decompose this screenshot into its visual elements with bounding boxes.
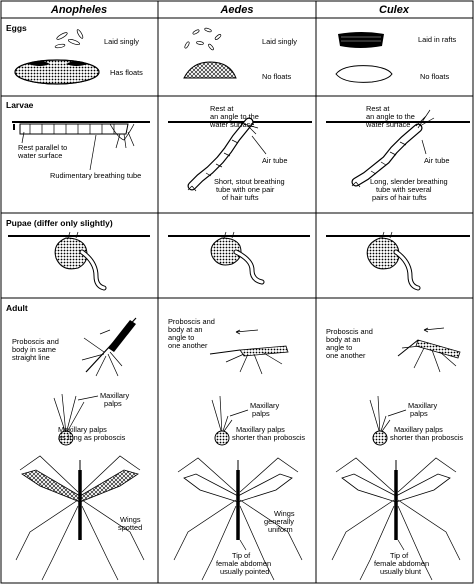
culex-abdomen-line2: female abdomen	[374, 559, 430, 568]
culex-palps-note-line1: Maxillary palps	[394, 425, 443, 434]
aedes-wings-line2: generally	[264, 517, 294, 526]
anopheles-larva-rest-line2: water surface	[18, 151, 63, 160]
culex-abdomen-line1: Tip of	[390, 551, 409, 560]
aedes-larva-rest-line1: Rest at	[210, 104, 234, 113]
anopheles-posture-line3: straight line	[12, 353, 50, 362]
aedes-larva-rest-line2: an angle to the	[210, 112, 259, 121]
aedes-abdomen-line1: Tip of	[232, 551, 251, 560]
culex-egg-laid-text: Laid in rafts	[418, 35, 457, 44]
culex-egg-raft-icon	[338, 32, 384, 48]
aedes-pupa-icon	[168, 232, 310, 282]
culex-palps-icon	[370, 396, 390, 445]
header-anopheles: Anopheles	[50, 4, 108, 16]
anopheles-pupa-icon	[8, 232, 150, 288]
aedes-posture-line4: one another	[168, 341, 208, 350]
aedes-posture-line3: angle to	[168, 333, 195, 342]
aedes-posture-line2: body at an	[168, 325, 203, 334]
aedes-larva-tube-line2: tube with one pair	[216, 185, 275, 194]
anopheles-palps-note-line1: Maxillary palps	[58, 425, 107, 434]
culex-abdomen-pointer	[398, 540, 404, 550]
section-larvae-label: Larvae	[6, 100, 34, 110]
anopheles-wings-line2: spotted	[118, 523, 143, 532]
aedes-larva-rest-line3: water surface	[210, 120, 255, 129]
aedes-palps-note-line2: shorter than proboscis	[232, 433, 306, 442]
culex-posture-line4: one another	[326, 351, 366, 360]
anopheles-larva-rest-line1: Rest parallel to	[18, 143, 68, 152]
culex-airtube-text: Air tube	[424, 156, 450, 165]
culex-airtube-pointer	[422, 140, 426, 154]
aedes-larva-tube-line1: Short, stout breathing	[214, 177, 285, 186]
culex-resting-mosquito-icon	[398, 328, 460, 372]
culex-palps-pointer	[388, 410, 406, 416]
anopheles-single-eggs-icon	[55, 29, 84, 49]
culex-larva-rest-line3: water surface	[366, 120, 411, 129]
aedes-abdomen-pointer	[240, 540, 246, 550]
anopheles-egg-with-floats-icon	[15, 60, 99, 84]
culex-palps-line2: palps	[410, 409, 428, 418]
anopheles-wings-line1: Wings	[120, 515, 141, 524]
culex-palps-note-line2: shorter than proboscis	[390, 433, 464, 442]
anopheles-posture-line1: Proboscis and	[12, 337, 59, 346]
culex-pupa-icon	[326, 232, 470, 288]
header-aedes: Aedes	[220, 4, 254, 16]
section-eggs-label: Eggs	[6, 23, 27, 33]
section-adult-label: Adult	[6, 303, 28, 313]
aedes-wings-line1: Wings	[274, 509, 295, 518]
aedes-abdomen-line3: usually pointed	[220, 567, 270, 576]
aedes-larva-tube-line3: of hair tufts	[222, 193, 259, 202]
anopheles-larva-tube-pointer	[90, 135, 96, 170]
culex-posture-line3: angle to	[326, 343, 353, 352]
culex-posture-line1: Proboscis and	[326, 327, 373, 336]
aedes-abdomen-line2: female abdomen	[216, 559, 272, 568]
section-pupae-label: Pupae (differ only slightly)	[6, 218, 113, 228]
culex-larva-rest-line2: an angle to the	[366, 112, 415, 121]
aedes-single-eggs-icon	[184, 27, 222, 50]
aedes-palps-icon	[212, 396, 232, 445]
anopheles-palps-note-line2: as long as proboscis	[58, 433, 126, 442]
anopheles-egg-laid-text: Laid singly	[104, 37, 139, 46]
aedes-wings-line3: uniform	[268, 525, 293, 534]
culex-larva-tube-line2: tube with several	[376, 185, 432, 194]
culex-egg-icon	[336, 66, 392, 83]
aedes-egg-laid-text: Laid singly	[262, 37, 297, 46]
aedes-posture-line1: Proboscis and	[168, 317, 215, 326]
culex-egg-floats-text: No floats	[420, 72, 450, 81]
aedes-egg-icon	[184, 62, 236, 78]
anopheles-resting-mosquito-icon	[82, 318, 136, 376]
aedes-egg-floats-text: No floats	[262, 72, 292, 81]
anopheles-larva-tube-text: Rudimentary breathing tube	[50, 171, 142, 180]
aedes-palps-line2: palps	[252, 409, 270, 418]
culex-abdomen-line3: usually blunt	[380, 567, 422, 576]
header-culex: Culex	[379, 4, 409, 16]
aedes-airtube-pointer	[252, 136, 266, 154]
anopheles-palps-line1: Maxillary	[100, 391, 130, 400]
aedes-palps-pointer	[230, 410, 248, 416]
culex-posture-line2: body at an	[326, 335, 361, 344]
aedes-palps-note-line1: Maxillary palps	[236, 425, 285, 434]
anopheles-egg-floats-text: Has floats	[110, 68, 143, 77]
aedes-airtube-text: Air tube	[262, 156, 288, 165]
anopheles-posture-line2: body in same	[12, 345, 56, 354]
anopheles-palps-pointer	[78, 396, 98, 400]
culex-larva-tube-line1: Long, slender breathing	[370, 177, 448, 186]
culex-larva-tube-line3: pairs of hair tufts	[372, 193, 427, 202]
aedes-palps-line1: Maxillary	[250, 401, 280, 410]
culex-palps-line1: Maxillary	[408, 401, 438, 410]
aedes-resting-mosquito-icon	[210, 330, 288, 374]
anopheles-palps-line2: palps	[104, 399, 122, 408]
culex-larva-rest-line1: Rest at	[366, 104, 390, 113]
